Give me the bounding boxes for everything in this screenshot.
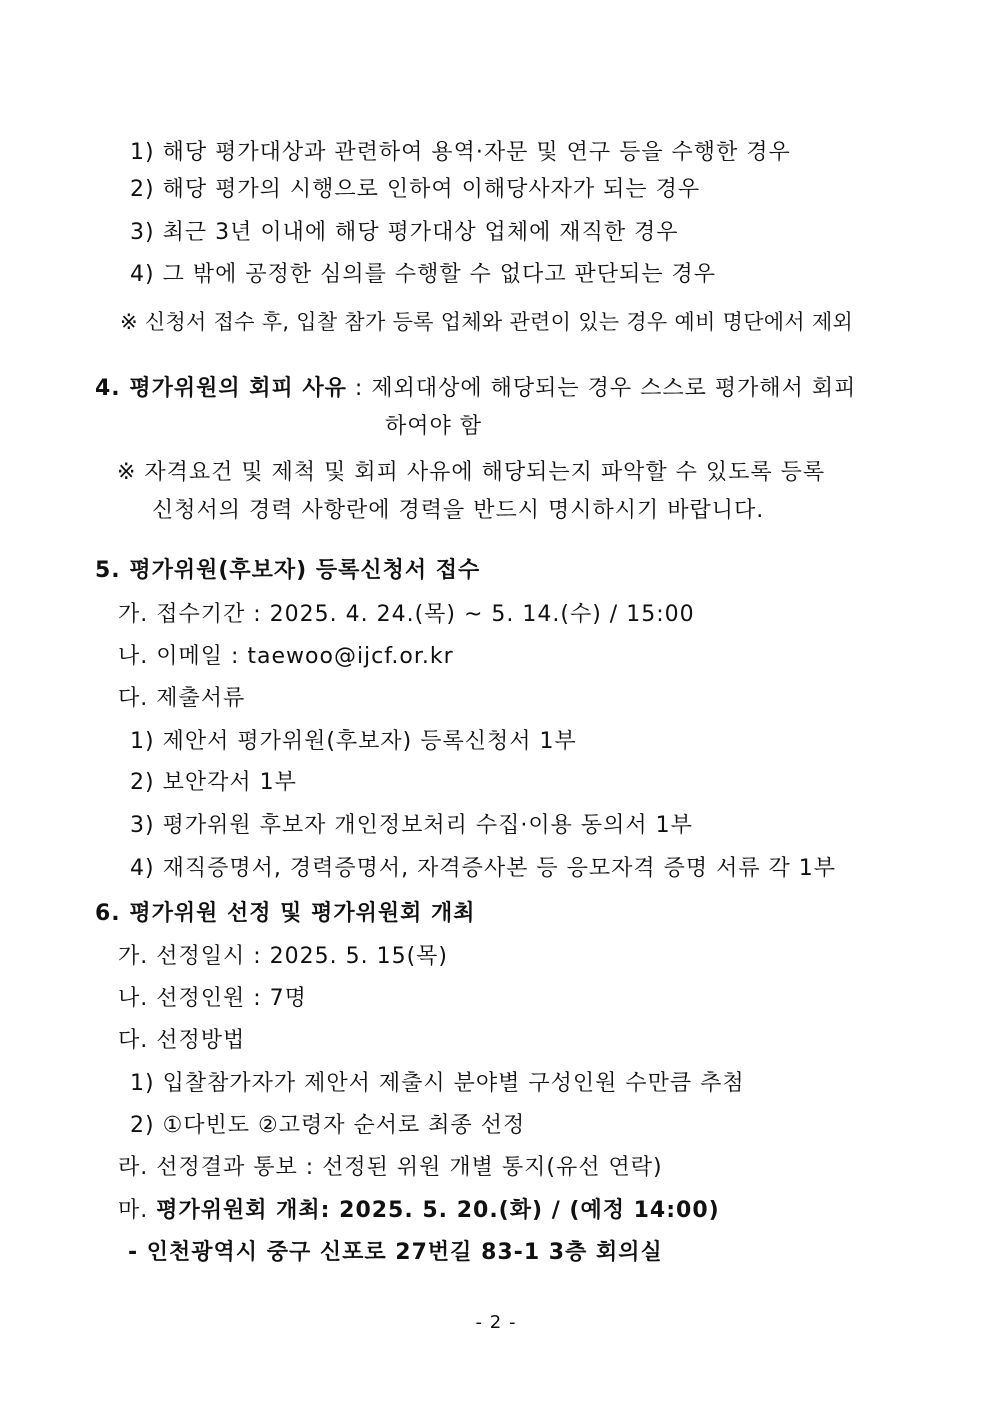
section6-meeting-prefix: 마.: [118, 1198, 157, 1223]
section4-line1: [95, 374, 856, 404]
section5-doc-3: 3) 평가위원 후보자 개인정보처리 수집·이용 동의서 1부: [130, 813, 693, 838]
section4-heading: 4. 평가위원의 회피 사유: [95, 376, 347, 401]
section5-email: 나. 이메일 : taewoo@ijcf.or.kr: [118, 644, 454, 669]
section6-count: 나. 선정인원 : 7명: [118, 986, 307, 1011]
section5-docs-label: 다. 제출서류: [118, 686, 246, 711]
section5-doc-4: 4) 재직증명서, 경력증명서, 자격증사본 등 응모자격 증명 서류 각 1부: [130, 856, 837, 881]
section6-meeting: 평가위원회 개최: 2025. 5. 20.(화) / (예정 14:00): [156, 1198, 720, 1223]
section4-note-line2: 신청서의 경력 사항란에 경력을 반드시 명시하시기 바랍니다.: [152, 498, 765, 523]
section5-doc-2: 2) 보안각서 1부: [130, 770, 297, 795]
section5-period: 가. 접수기간 : 2025. 4. 24.(목) ~ 5. 14.(수) / 15:00: [118, 602, 695, 627]
section6-notice: 라. 선정결과 통보 : 선정된 위원 개별 통지(유선 연락): [118, 1155, 663, 1180]
section6-location: - 인천광역시 중구 신포로 27번길 83-1 3층 회의실: [128, 1240, 663, 1265]
conflict-item-3: 3) 최근 3년 이내에 해당 평가대상 업체에 재직한 경우: [130, 220, 679, 245]
section5-doc-1: 1) 제안서 평가위원(후보자) 등록신청서 1부: [130, 729, 577, 754]
conflict-note: ※ 신청서 접수 후, 입찰 참가 등록 업체와 관련이 있는 경우 예비 명단에서 제외: [120, 310, 854, 334]
section6-method-label: 다. 선정방법: [118, 1028, 246, 1053]
conflict-item-2: 2) 해당 평가의 시행으로 인하여 이해당사자가 되는 경우: [130, 177, 701, 202]
section4-text-line2: 하여야 함: [385, 414, 483, 439]
page-number: - 2 -: [475, 1312, 517, 1333]
conflict-item-1: 1) 해당 평가대상과 관련하여 용역·자문 및 연구 등을 수행한 경우: [130, 140, 791, 165]
section6-heading: 6. 평가위원 선정 및 평가위원회 개최: [95, 901, 476, 926]
conflict-item-4: 4) 그 밖에 공정한 심의를 수행할 수 없다고 판단되는 경우: [130, 262, 717, 287]
section6-method-2: 2) ①다빈도 ②고령자 순서로 최종 선정: [130, 1113, 526, 1138]
section6-date: 가. 선정일시 : 2025. 5. 15(목): [118, 944, 449, 969]
section4-note-line1: ※ 자격요건 및 제척 및 회피 사유에 해당되는지 파악할 수 있도록 등록: [117, 460, 826, 485]
section6-meeting-line: [118, 1196, 720, 1226]
section4-text-line1: : 제외대상에 해당되는 경우 스스로 평가해서 회피: [354, 376, 857, 401]
section6-method-1: 1) 입찰참가자가 제안서 제출시 분야별 구성인원 수만큼 추첨: [130, 1071, 745, 1096]
section5-heading: 5. 평가위원(후보자) 등록신청서 접수: [95, 558, 481, 583]
